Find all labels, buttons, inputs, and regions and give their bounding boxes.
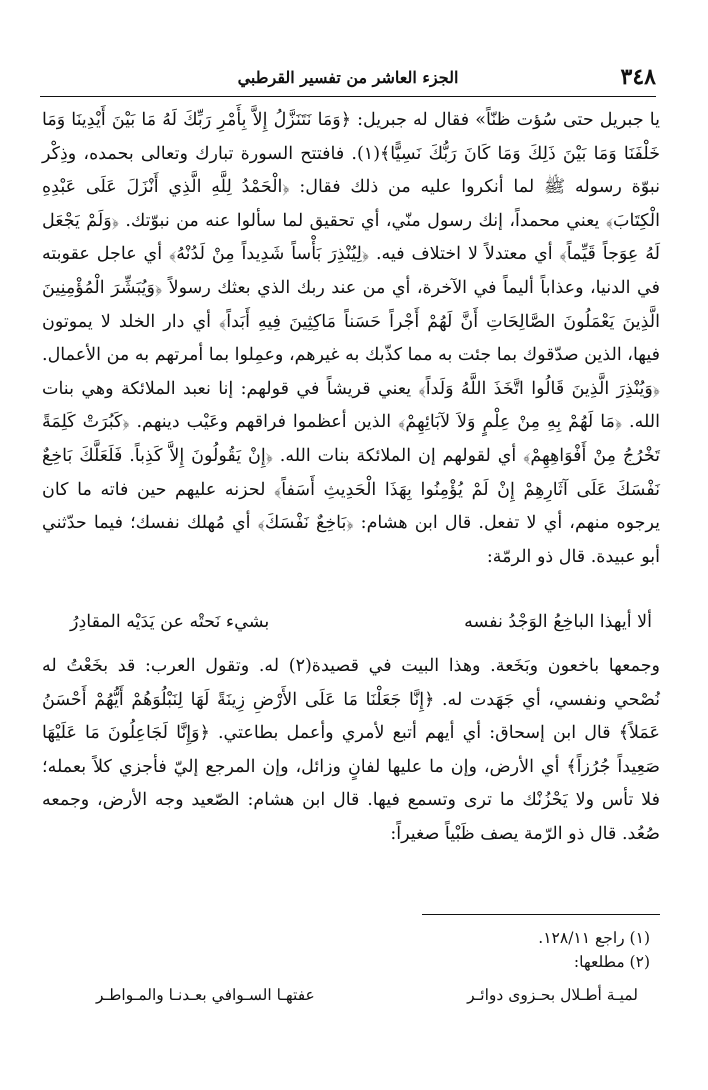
footnotes bbox=[42, 926, 650, 974]
page-number: ٣٤٨ bbox=[620, 64, 656, 90]
verse-first-hemistich: ألا أيهذا الباخِعُ الوَجْدُ نفسه bbox=[464, 612, 652, 632]
verse-second-hemistich: بشيء نَحتْه عن يَدَيْه المقادِرُ bbox=[70, 612, 270, 632]
footnote-verse-first-hemistich: لميـة أطـلال بحـزوى دوائـر bbox=[467, 986, 638, 1004]
footnote-2: (٢) مطلعها: bbox=[573, 953, 650, 971]
page-header bbox=[40, 62, 656, 97]
paragraph: وجمعها باخعون وبَخَعة. وهذا البيت في قصيدة(٢) له. وتقول العرب: قد بخَعْتُ له نُصْحي ونفسي، أي جَهَدت له. ﴿إِنَّا جَعَلْنَا مَا عَلَى الأَرْضِ زِينَةً لَهَا لِنَبْلُوَهُمْ أَيُّهُمْ أَحْسَنُ عَمَلاً﴾ قال ابن إسحاق: أي أيهم أتبع لأمري وأعمل بطاعتي. ﴿وَإِنَّا لَجَاعِلُونَ مَا عَلَيْهَا صَعِيداً جُرُزاً﴾ أي الأرض، وإن ما عليها لفانٍ وزائل، وإن المرجع إليّ فأجزي كلاً بعمله؛ فلا تأس ولا يَحْزُنْك ما ترى وتسمع فيها. قال ابن هشام: الصّعيد وجه الأرض، وجمعه صُعُد. قال ذو الرّمة يصف ظَبْياً صغيراً: bbox=[42, 656, 660, 844]
footnote-divider bbox=[422, 914, 660, 915]
running-title: الجزء العاشر من تفسير القرطبي bbox=[237, 68, 459, 87]
footnote-1: (١) راجع ١٢٨/١١. bbox=[538, 929, 650, 947]
paragraph: يا جبريل حتى سُؤت ظنّاً» فقال له جبريل: ﴿وَمَا نَتَنَزَّلُ إِلاَّ بِأَمْرِ رَبِّكَ لَهُ مَا بَيْنَ أَيْدِينَا وَمَا خَلْفَنَا وَمَا بَيْنَ ذَلِكَ وَمَا كَانَ رَبُّكَ نَسِيًّا﴾(١). فافتتح السورة تبارك وتعالى بحمده، وذِكْر نبوّة رسوله ﷺ لما أنكروا عليه من ذلك فقال: ﴿الْحَمْدُ لِلَّهِ الَّذِي أَنْزَلَ عَلَى عَبْدِهِ الْكِتَابَ﴾ يعني محمداً، إنك رسول منّي، أي تحقيق لما سألوا عنه من نبوّتك. ﴿وَلَمْ يَجْعَل لَهُ عِوَجاً قَيِّماً﴾ أي معتدلاً لا اختلاف فيه. ﴿لِيُنْذِرَ بَأْساً شَدِيداً مِنْ لَدُنْهُ﴾ أي عاجل عقوبته في الدنيا، وعذاباً أليماً في الآخرة، أي من عند ربك الذي بعثك رسولاً ﴿وَيُبَشِّرَ الْمُؤْمِنِينَ الَّذِينَ يَعْمَلُونَ الصَّالِحَاتِ أَنَّ لَهُمْ أَجْراً حَسَناً مَاكِثِينَ فِيهِ أَبَداً﴾ أي دار الخلد لا يموتون فيها، الذين صدّقوك بما جئت به مما كذّبك به غيرهم، وعمِلوا بما أمرتهم به من الأعمال. ﴿وَيُنْذِرَ الَّذِينَ قَالُوا اتَّخَذَ اللَّهُ وَلَداً﴾ يعني قريشاً في قولهم: إنا نعبد الملائكة وهي بنات الله. ﴿مَا لَهُمْ بِهِ مِنْ عِلْمٍ وَلاَ لآبَائِهِمْ﴾ الذين أعظموا فراقهم وعَيْب دينهم. ﴿كَبُرَتْ كَلِمَةً تَخْرُجُ مِنْ أَفْوَاهِهِمْ﴾ أي لقولهم إن الملائكة بنات الله. ﴿إِنْ يَقُولُونَ إِلاَّ كَذِباً. فَلَعَلَّكَ بَاخِعٌ نَفْسَكَ عَلَى آثَارِهِمْ إِنْ لَمْ يُؤْمِنُوا بِهَذَا الْحَدِيثِ أَسَفاً﴾ لحزنه عليهم حين فاته ما كان يرجوه منهم، أي لا تفعل. قال ابن هشام: ﴿بَاخِعٌ نَفْسَكَ﴾ أي مُهلك نفسك؛ فيما حدّثني أبو عبيدة. قال ذو الرمّة: bbox=[42, 110, 661, 567]
footnote-verse-second-hemistich: عفتهـا السـوافي بعـدنـا والمـواطـر bbox=[96, 986, 315, 1004]
footnote-verse bbox=[96, 986, 638, 1014]
poetry-verse bbox=[70, 612, 652, 642]
main-text-continued bbox=[42, 650, 660, 852]
main-text bbox=[42, 104, 660, 574]
